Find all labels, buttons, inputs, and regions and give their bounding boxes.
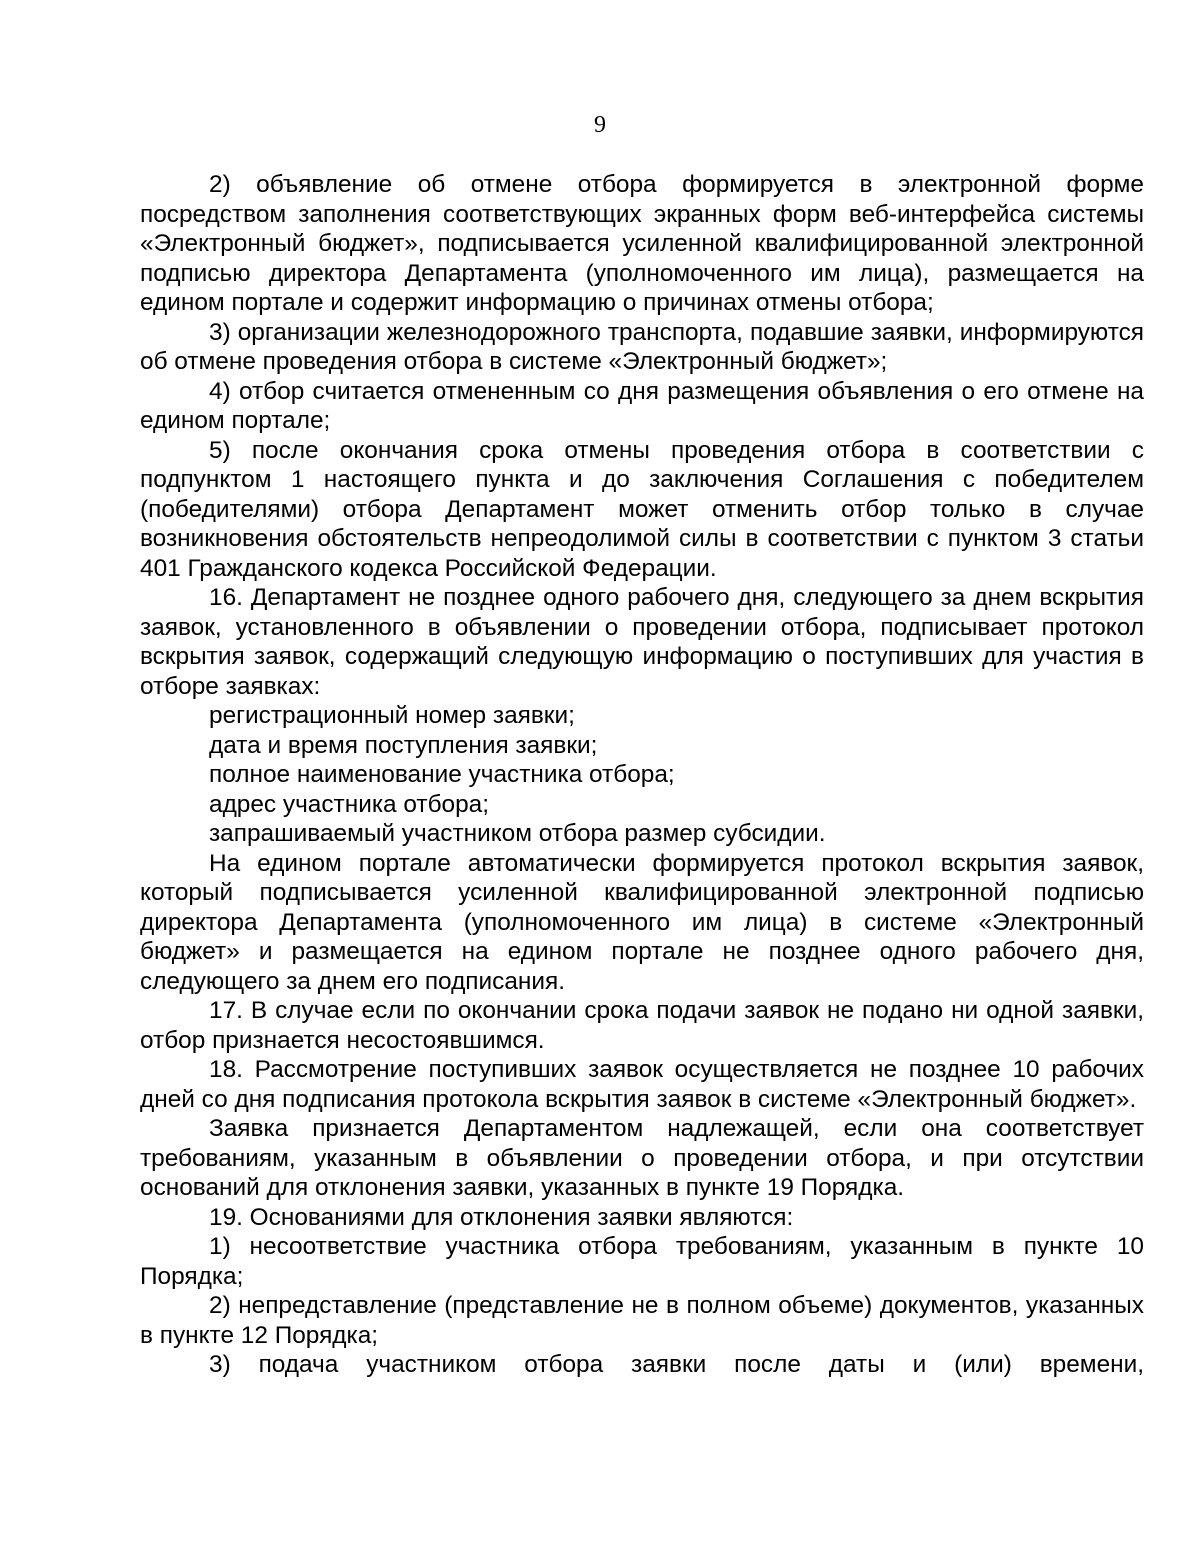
paragraph: 1) несоответствие участника отбора требованиям, указанным в пункте 10 Порядка;: [140, 1233, 1144, 1290]
paragraph: Заявка признается Департаментом надлежащей, если она соответствует требованиям, указанным в объявлении о проведении отбора, и при отсутствии оснований для отклонения заявки, указанных в пункте 19 Порядка.: [140, 1115, 1144, 1201]
list-item: адрес участника отбора;: [209, 790, 490, 818]
paragraph: 19. Основаниями для отклонения заявки являются:: [209, 1203, 794, 1231]
paragraph: 3) подача участником отбора заявки после даты и (или) времени,: [209, 1351, 1144, 1378]
paragraph: 18. Рассмотрение поступивших заявок осуществляется не позднее 10 рабочих дней со дня подписания протокола вскрытия заявок в системе «Электронный бюджет».: [140, 1056, 1144, 1113]
paragraph: 3) организации железнодорожного транспорта, подавшие заявки, информируются об отмене проведения отбора в системе «Электронный бюджет»;: [140, 318, 1144, 375]
paragraph: 2) объявление об отмене отбора формируется в электронной форме посредством заполнения соответствующих экранных форм веб-интерфейса системы «Электронный бюджет», подписывается усиленной квалифицированной электронной подписью директора Департамента (уполномоченного им лица), размещается на едином портале и содержит информацию о причинах отмены отбора;: [140, 171, 1144, 316]
list-item: полное наименование участника отбора;: [209, 761, 675, 788]
paragraph: 17. В случае если по окончании срока подачи заявок не подано ни одной заявки, отбор признается несостоявшимся.: [140, 997, 1144, 1054]
paragraph: 16. Департамент не позднее одного рабочего дня, следующего за днем вскрытия заявок, установленного в объявлении о проведении отбора, подписывает протокол вскрытия заявок, содержащий следующую информацию о поступивших для участия в отборе заявках:: [140, 584, 1144, 700]
paragraph: 5) после окончания срока отмены проведения отбора в соответствии с подпунктом 1 настоящего пункта и до заключения Соглашения с победителем (победителями) отбора Департамент может отменить отбор только в случае возникновения обстоятельств непреодолимой силы в соответствии с пунктом 3 статьи 401 Гражданского кодекса Российской Федерации.: [140, 436, 1144, 582]
document-body: [140, 170, 1144, 1380]
page-number: 9: [594, 112, 606, 138]
list-item: регистрационный номер заявки;: [209, 702, 575, 729]
paragraph: На едином портале автоматически формируется протокол вскрытия заявок, который подписывается усиленной квалифицированной электронной подписью директора Департамента (уполномоченного им лица) в системе «Электронный бюджет» и размещается на едином портале не позднее одного рабочего дня, следующего за днем его подписания.: [140, 849, 1144, 995]
list-item: дата и время поступления заявки;: [209, 731, 598, 759]
paragraph: 4) отбор считается отмененным со дня размещения объявления о его отмене на едином портале;: [140, 377, 1144, 434]
paragraph: 2) непредставление (представление не в полном объеме) документов, указанных в пункте 12 Порядка;: [140, 1292, 1144, 1349]
list-item: запрашиваемый участником отбора размер субсидии.: [209, 820, 826, 847]
